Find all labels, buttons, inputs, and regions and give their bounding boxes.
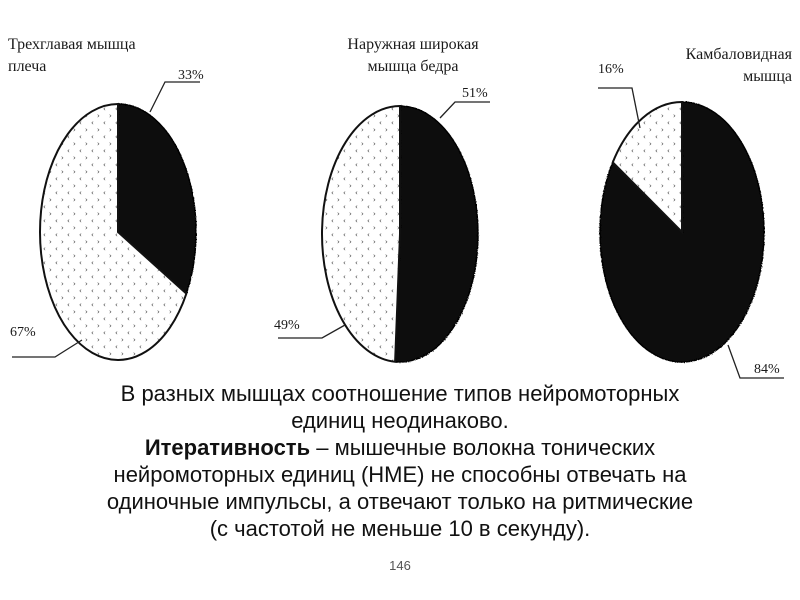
pie1-leader-line-2 xyxy=(12,340,82,357)
pie1-dark-label: 33% xyxy=(178,68,204,83)
pie2-dotted-label: 49% xyxy=(274,318,300,333)
pie3-dotted-label: 16% xyxy=(598,62,624,77)
caption-line-4: нейромоторных единиц (НМЕ) не способны отвечать на xyxy=(113,462,687,487)
caption-line-5: одиночные импульсы, а отвечают только на ритмические xyxy=(106,489,694,514)
pie1-dotted-label: 67% xyxy=(10,325,36,340)
pie3-dark-label: 84% xyxy=(754,362,780,377)
pie2-dark-slice xyxy=(395,106,478,362)
term-iterativity: Итеративность xyxy=(144,435,311,460)
caption-line-3 xyxy=(20,434,780,461)
pie2-dark-label: 51% xyxy=(462,86,488,101)
pie1-title: Трехглавая мышца плеча xyxy=(8,36,136,75)
pie2-dotted-slice xyxy=(322,106,400,362)
caption-line-6: (с частотой не меньше 10 в секунду). xyxy=(209,516,591,541)
pie2-leader-line-1 xyxy=(440,102,490,118)
caption-line-2: единиц неодинаково. xyxy=(291,408,509,433)
definition-start: – мышечные волокна тонических xyxy=(310,435,656,460)
pie3-title: Камбаловидная мышца xyxy=(685,46,792,85)
pie1-leader-line-1 xyxy=(150,82,200,112)
caption-line-1: В разных мышцах соотношение типов нейромоторных xyxy=(120,381,680,406)
caption-text xyxy=(20,380,780,542)
pie3-leader-line-1 xyxy=(598,88,640,128)
page-number: 146 xyxy=(389,558,411,573)
pie2-title: Наружная широкая мышца бедра xyxy=(347,36,479,75)
